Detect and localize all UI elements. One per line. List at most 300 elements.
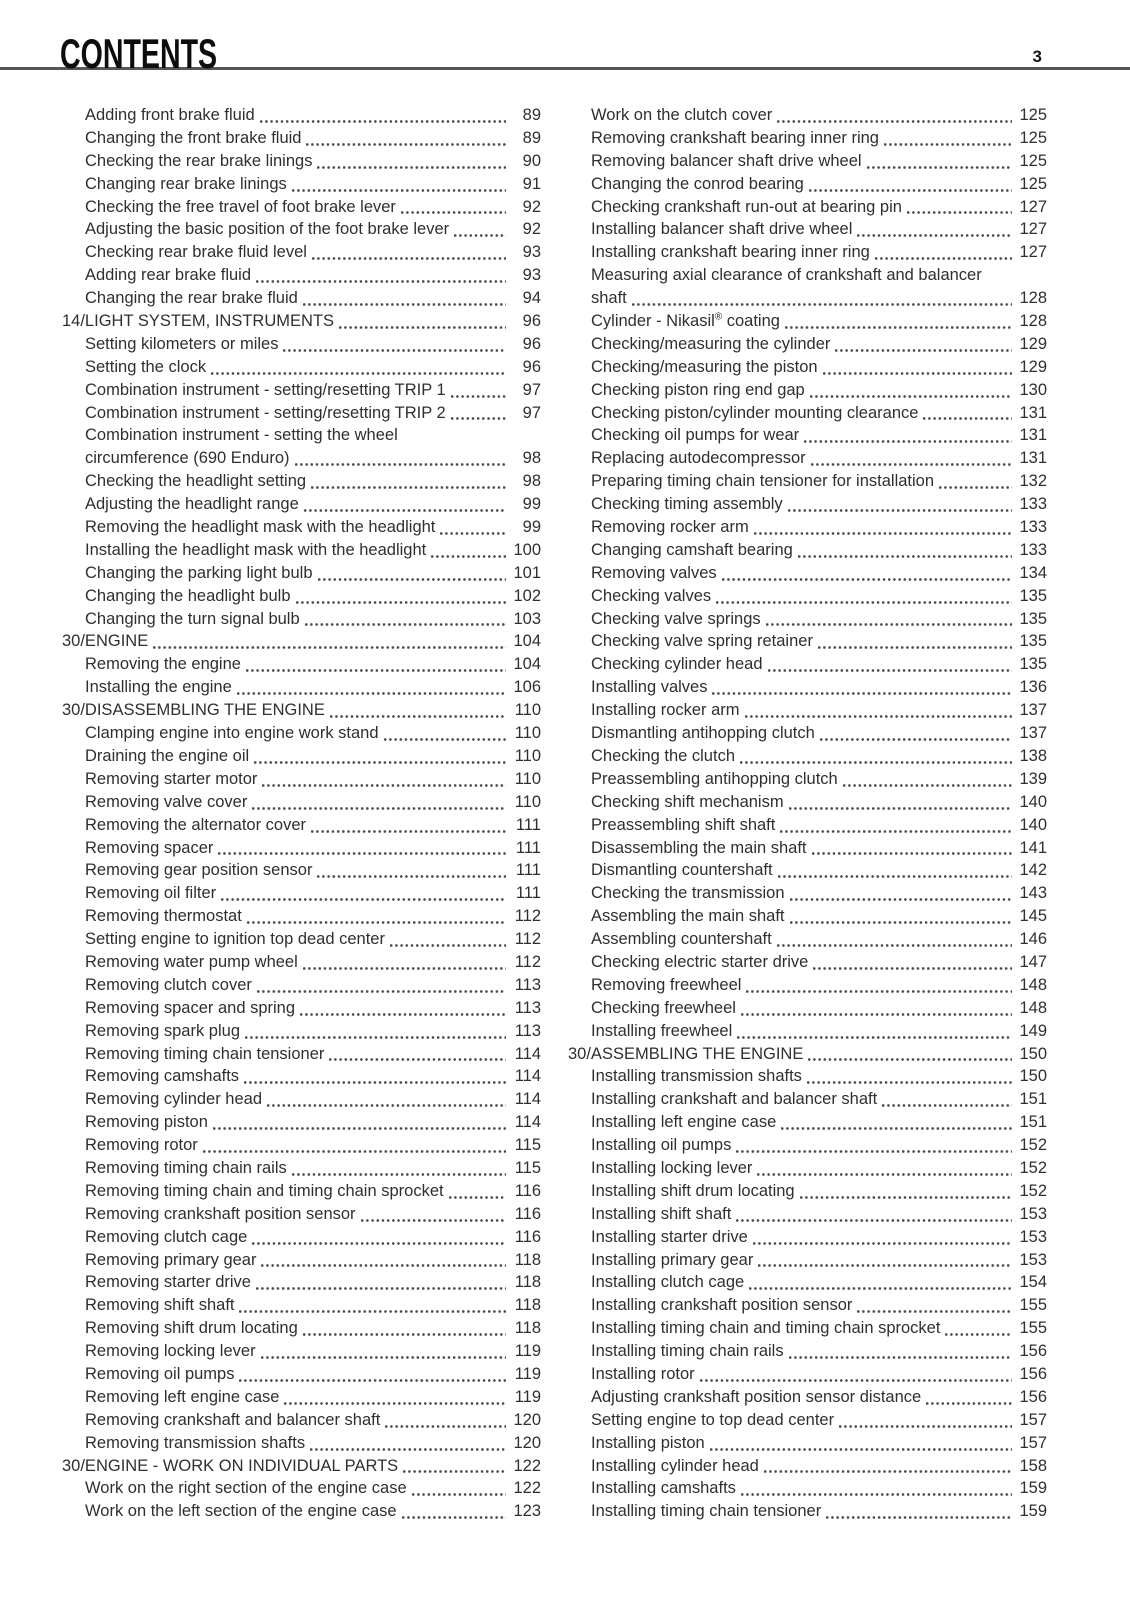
- toc-entry-title: Changing camshaft bearing: [591, 540, 793, 559]
- dot-leader: [777, 944, 1012, 947]
- dot-leader: [260, 120, 506, 123]
- dot-leader: [329, 1058, 506, 1061]
- dot-leader: [712, 692, 1012, 695]
- toc-entry: [568, 356, 1047, 379]
- toc-entry-page: 92: [522, 197, 541, 216]
- toc-entry-title: Removing starter drive: [85, 1273, 251, 1292]
- toc-entry: [568, 951, 1047, 974]
- toc-entry-page: 146: [1019, 930, 1047, 949]
- dot-leader: [809, 189, 1012, 192]
- toc-entry-title: Work on the clutch cover: [591, 106, 773, 124]
- dot-leader: [312, 257, 506, 260]
- toc-entry-page: 150: [1019, 1044, 1047, 1063]
- toc-entry-title: 30/ENGINE - WORK ON INDIVIDUAL PARTS: [62, 1456, 399, 1475]
- toc-entry-title: Adjusting the headlight range: [85, 495, 299, 514]
- toc-entry-page: 145: [1019, 907, 1047, 926]
- toc-entry-title: Removing clutch cover: [85, 975, 252, 994]
- toc-entry-page: 112: [514, 930, 541, 949]
- dot-leader: [311, 830, 506, 833]
- toc-entry-page: 115: [514, 1136, 541, 1155]
- toc-entry-page: 135: [1019, 609, 1047, 628]
- toc-entry: [568, 516, 1047, 539]
- toc-entry-page: 122: [513, 1456, 541, 1475]
- toc-entry: [62, 791, 541, 814]
- toc-entry-page: 101: [513, 563, 541, 582]
- dot-leader: [317, 166, 506, 169]
- toc-entry: [62, 1111, 541, 1134]
- dot-leader: [939, 486, 1012, 489]
- toc-entry: [568, 287, 1047, 310]
- toc-entry: [62, 287, 541, 310]
- toc-entry-page: 134: [1019, 563, 1047, 582]
- toc-entry-title: Installing rotor: [591, 1364, 695, 1383]
- toc-entry: [568, 1363, 1047, 1386]
- toc-entry: [568, 1065, 1047, 1088]
- toc-entry-title: Removing cylinder head: [85, 1090, 263, 1109]
- dot-leader: [384, 738, 506, 741]
- toc-entry: [568, 1386, 1047, 1409]
- toc-entry: [62, 333, 541, 356]
- toc-entry-title: Removing valve cover: [85, 792, 248, 811]
- toc-entry-title: Installing the headlight mask with the headlight: [85, 540, 427, 559]
- toc-entry-page: 106: [513, 678, 541, 697]
- toc-entry: [62, 1432, 541, 1455]
- toc-entry: [568, 630, 1047, 653]
- toc-entry-title: Setting the clock: [85, 357, 207, 376]
- toc-entry: [62, 905, 541, 928]
- toc-entry-title: Installing primary gear: [591, 1250, 754, 1269]
- toc-entry-title: Removing timing chain and timing chain sprocket: [85, 1181, 444, 1200]
- toc-entry-title: Replacing autodecompressor: [591, 449, 806, 468]
- dot-leader: [244, 1081, 506, 1084]
- toc-entry-page: 127: [1019, 243, 1047, 262]
- toc-entry: [62, 1157, 541, 1180]
- toc-entry-page: 127: [1019, 197, 1047, 216]
- dot-leader: [923, 417, 1012, 420]
- toc-entry: [568, 791, 1047, 814]
- toc-entry-page: 143: [1019, 884, 1047, 903]
- toc-entry: [62, 1180, 541, 1203]
- toc-entry-page: 110: [514, 746, 541, 765]
- toc-entry-title: Removing shift shaft: [85, 1296, 235, 1315]
- page-title: CONTENTS: [60, 29, 218, 77]
- toc-entry: [568, 241, 1047, 264]
- toc-entry: [62, 516, 541, 539]
- toc-entry-page: 114: [514, 1067, 541, 1086]
- toc-entry-page: 128: [1019, 289, 1047, 308]
- toc-entry-title: Setting kilometers or miles: [85, 334, 279, 353]
- dot-leader: [875, 257, 1012, 260]
- toc-entry-page: 110: [514, 701, 541, 720]
- toc-entry-title: Checking the headlight setting: [85, 472, 307, 491]
- toc-entry-title: Checking valve spring retainer: [591, 632, 813, 651]
- toc-entry: [568, 1432, 1047, 1455]
- toc-entry: [62, 676, 541, 699]
- toc-entry-page: 118: [514, 1319, 541, 1338]
- toc-entry-page: 150: [1019, 1067, 1047, 1086]
- toc-entry-title: Adjusting crankshaft position sensor distance: [591, 1387, 922, 1406]
- toc-entry-title: Removing timing chain tensioner: [85, 1044, 325, 1063]
- toc-entry-title: Changing the parking light bulb: [85, 563, 313, 582]
- dot-leader: [813, 967, 1012, 970]
- toc-entry-page: 140: [1019, 815, 1047, 834]
- toc-entry-title: Measuring axial clearance of crankshaft and balancer: [591, 266, 982, 285]
- dot-leader: [777, 120, 1012, 123]
- dot-leader: [252, 1242, 506, 1245]
- dot-leader: [339, 326, 506, 329]
- toc-entry-title: Removing crankshaft bearing inner ring: [591, 128, 879, 147]
- toc-entry-page: 159: [1019, 1502, 1047, 1521]
- toc-entry-page: 120: [513, 1410, 541, 1429]
- toc-entry-title: Installing starter drive: [591, 1227, 748, 1246]
- toc-entry-title: Dismantling countershaft: [591, 861, 773, 880]
- toc-entry: [62, 1249, 541, 1272]
- dot-leader: [245, 1036, 506, 1039]
- toc-entry-title: Setting engine to top dead center: [591, 1410, 835, 1429]
- dot-leader: [440, 532, 506, 535]
- toc-entry: [62, 859, 541, 882]
- dot-leader: [401, 211, 506, 214]
- toc-entry-title: Checking freewheel: [591, 998, 736, 1017]
- toc-entry: [568, 402, 1047, 425]
- toc-entry: [568, 333, 1047, 356]
- dot-leader: [303, 303, 506, 306]
- dot-leader: [807, 1081, 1012, 1084]
- toc-entry-page: 155: [1019, 1296, 1047, 1315]
- toc-entry-title: Dismantling antihopping clutch: [591, 724, 815, 743]
- toc-entry: [568, 974, 1047, 997]
- toc-entry-title: 14/LIGHT SYSTEM, INSTRUMENTS: [62, 312, 334, 331]
- toc-entry-page: 93: [522, 266, 541, 285]
- toc-entry-page: 110: [514, 769, 541, 788]
- toc-entry-title: Installing left engine case: [591, 1113, 777, 1132]
- toc-entry: [62, 379, 541, 402]
- toc-entry-title: Removing starter motor: [85, 769, 258, 788]
- dot-leader: [857, 1310, 1012, 1313]
- toc-entry-page: 156: [1019, 1342, 1047, 1361]
- toc-entry-title: Combination instrument - setting/resetting TRIP 2: [85, 403, 446, 422]
- toc-entry-title: Combination instrument - setting the wheel: [85, 426, 398, 445]
- dot-leader: [843, 784, 1012, 787]
- toc-entry: [568, 859, 1047, 882]
- toc-entry: [62, 1043, 541, 1066]
- dot-leader: [798, 555, 1012, 558]
- toc-entry-title: Installing crankshaft and balancer shaft: [591, 1090, 878, 1109]
- dot-leader: [741, 1013, 1012, 1016]
- toc-entry-page: 135: [1019, 655, 1047, 674]
- toc-entry-page: 139: [1019, 769, 1047, 788]
- dot-leader: [310, 1448, 506, 1451]
- toc-entry-title: Removing oil pumps: [85, 1364, 235, 1383]
- dot-leader: [746, 990, 1012, 993]
- toc-entry: [568, 539, 1047, 562]
- toc-entry-page: 97: [522, 403, 541, 422]
- toc-entry-page: 133: [1019, 518, 1047, 537]
- toc-entry-page: 98: [522, 449, 541, 468]
- dot-leader: [945, 1333, 1012, 1336]
- dot-leader: [267, 1104, 506, 1107]
- toc-entry: [568, 173, 1047, 196]
- dot-leader: [754, 532, 1012, 535]
- toc-entry-page: 132: [1019, 472, 1047, 491]
- toc-entry-page: 119: [514, 1387, 541, 1406]
- toc-entry: [62, 173, 541, 196]
- toc-entry: [568, 470, 1047, 493]
- dot-leader: [449, 1196, 506, 1199]
- toc-entry-page: 135: [1019, 586, 1047, 605]
- toc-entry-page: 104: [513, 655, 541, 674]
- toc-entry-page: 112: [514, 952, 541, 971]
- toc-entry-title: Removing spark plug: [85, 1021, 240, 1040]
- toc-entry-title: Installing rocker arm: [591, 701, 740, 720]
- toc-entry-page: 131: [1019, 403, 1047, 422]
- toc-entry-title: Combination instrument - setting/resetting TRIP 1: [85, 380, 446, 399]
- toc-entry-page: 118: [514, 1296, 541, 1315]
- toc-entry: [62, 150, 541, 173]
- dot-leader: [300, 1013, 506, 1016]
- toc-entry: [62, 1271, 541, 1294]
- toc-entry-title: Cylinder - Nikasil® coating: [591, 311, 780, 331]
- dot-leader: [153, 646, 506, 649]
- toc-entry: [62, 1226, 541, 1249]
- dot-leader: [218, 852, 506, 855]
- toc-entry-page: 98: [522, 472, 541, 491]
- toc-entry-page: 151: [1019, 1090, 1047, 1109]
- toc-entry-title: Installing oil pumps: [591, 1136, 732, 1155]
- toc-entry-title: Assembling the main shaft: [591, 907, 785, 926]
- dot-leader: [304, 509, 506, 512]
- toc-entry-page: 148: [1019, 998, 1047, 1017]
- dot-leader: [211, 372, 506, 375]
- toc-entry: [568, 104, 1047, 127]
- dot-leader: [789, 807, 1012, 810]
- toc-entry-page: 89: [522, 106, 541, 124]
- toc-entry: [62, 1065, 541, 1088]
- dot-leader: [766, 623, 1012, 626]
- toc-entry-title: Removing rocker arm: [591, 518, 749, 537]
- toc-entry-title: Changing the rear brake fluid: [85, 289, 298, 308]
- toc-entry: [568, 699, 1047, 722]
- toc-entry-page: 97: [522, 380, 541, 399]
- toc-entry-title: Removing timing chain rails: [85, 1158, 287, 1177]
- toc-entry-title: Installing camshafts: [591, 1479, 736, 1498]
- toc-entry-page: 116: [514, 1181, 541, 1200]
- dot-leader: [788, 509, 1012, 512]
- toc-entry: [568, 447, 1047, 470]
- toc-entry-page: 123: [513, 1502, 541, 1521]
- dot-leader: [254, 761, 506, 764]
- dot-leader: [820, 738, 1012, 741]
- dot-leader: [857, 234, 1012, 237]
- dot-leader: [768, 669, 1012, 672]
- toc-entry-title: Checking the rear brake linings: [85, 151, 313, 170]
- dot-leader: [907, 211, 1012, 214]
- dot-leader: [785, 326, 1012, 329]
- toc-entry: [62, 218, 541, 241]
- toc-entry-title: Checking/measuring the cylinder: [591, 334, 831, 353]
- toc-entry-title: Adding front brake fluid: [85, 106, 255, 124]
- toc-entry-title: 30/ENGINE: [62, 632, 149, 651]
- toc-entry-page: 96: [522, 357, 541, 376]
- toc-entry-page: 135: [1019, 632, 1047, 651]
- toc-entry: [62, 1340, 541, 1363]
- dot-leader: [758, 1264, 1012, 1267]
- toc-entry: [568, 1500, 1047, 1523]
- toc-entry: [62, 356, 541, 379]
- page-header: [0, 0, 1130, 77]
- toc-entry-page: 129: [1019, 357, 1047, 376]
- dot-leader: [239, 1379, 506, 1382]
- toc-entry: [62, 196, 541, 219]
- toc-entry: [62, 997, 541, 1020]
- dot-leader: [737, 1036, 1012, 1039]
- toc-entry-title: Checking oil pumps for wear: [591, 426, 800, 445]
- dot-leader: [753, 1242, 1012, 1245]
- toc-entry-title: Removing clutch cage: [85, 1227, 248, 1246]
- toc-entry-page: 93: [522, 243, 541, 262]
- toc-entry-page: 158: [1019, 1456, 1047, 1475]
- toc-entry: [62, 745, 541, 768]
- toc-entry-title: Checking piston ring end gap: [591, 380, 805, 399]
- dot-leader: [239, 1310, 506, 1313]
- toc-entry-page: 114: [514, 1090, 541, 1109]
- toc-entry-page: 152: [1019, 1181, 1047, 1200]
- toc-entry-page: 149: [1019, 1021, 1047, 1040]
- toc-entry-page: 94: [522, 289, 541, 308]
- dot-leader: [292, 189, 506, 192]
- dot-leader: [789, 1356, 1012, 1359]
- toc-entry-title: Adding rear brake fluid: [85, 266, 252, 285]
- toc-section-header: [62, 699, 541, 722]
- dot-leader: [431, 555, 506, 558]
- dot-leader: [361, 1219, 506, 1222]
- dot-leader: [296, 601, 506, 604]
- toc-entry-title: Installing crankshaft bearing inner ring: [591, 243, 870, 262]
- toc-entry-page: 138: [1019, 746, 1047, 765]
- toc-entry-title: Checking shift mechanism: [591, 792, 784, 811]
- toc-entry-title: Removing oil filter: [85, 884, 217, 903]
- dot-leader: [736, 1150, 1012, 1153]
- toc-entry: [62, 974, 541, 997]
- toc-entry: [568, 1157, 1047, 1180]
- toc-entry: [62, 127, 541, 150]
- toc-entry-title: 30/DISASSEMBLING THE ENGINE: [62, 701, 325, 720]
- toc-entry-page: 125: [1019, 106, 1047, 124]
- dot-leader: [261, 1356, 506, 1359]
- toc-entry-page: 116: [514, 1227, 541, 1246]
- toc-entry-title: Checking timing assembly: [591, 495, 783, 514]
- dot-leader: [867, 166, 1012, 169]
- toc-entry: [62, 1088, 541, 1111]
- toc-entry-page: 113: [514, 975, 541, 994]
- toc-entry-page: 111: [515, 884, 541, 903]
- toc-entry-page: 130: [1019, 380, 1047, 399]
- toc-entry: [568, 814, 1047, 837]
- toc-entry-title: Assembling countershaft: [591, 930, 772, 949]
- toc-entry-page: 125: [1019, 128, 1047, 147]
- toc-entry-title: Removing crankshaft and balancer shaft: [85, 1410, 381, 1429]
- toc-entry-page: 118: [514, 1273, 541, 1292]
- toc-entry-page: 96: [522, 334, 541, 353]
- toc-entry: [62, 493, 541, 516]
- toc-entry-page: 148: [1019, 975, 1047, 994]
- dot-leader: [306, 143, 506, 146]
- toc-entry-title: Installing timing chain rails: [591, 1342, 784, 1361]
- toc-entry: [568, 1294, 1047, 1317]
- toc-entry: [568, 196, 1047, 219]
- toc-entry: [62, 1020, 541, 1043]
- toc-entry-title: Changing the headlight bulb: [85, 586, 291, 605]
- dot-leader: [839, 1425, 1012, 1428]
- toc-entry: [568, 1477, 1047, 1500]
- dot-leader: [818, 646, 1012, 649]
- table-of-contents: [0, 70, 1130, 1523]
- toc-entry: [62, 1294, 541, 1317]
- dot-leader: [284, 1402, 506, 1405]
- toc-entry-page: 131: [1019, 449, 1047, 468]
- toc-entry: [568, 493, 1047, 516]
- toc-entry: [568, 585, 1047, 608]
- toc-entry: [568, 1226, 1047, 1249]
- toc-entry-page: 133: [1019, 495, 1047, 514]
- toc-entry-page: 103: [513, 609, 541, 628]
- toc-entry-title: Checking the clutch: [591, 746, 735, 765]
- toc-entry-title: Changing the turn signal bulb: [85, 609, 300, 628]
- toc-entry-page: 153: [1019, 1204, 1047, 1223]
- toc-entry-title: Removing thermostat: [85, 907, 242, 926]
- toc-entry-page: 113: [514, 998, 541, 1017]
- toc-entry: [62, 104, 541, 127]
- dot-leader: [252, 807, 506, 810]
- toc-entry: [568, 745, 1047, 768]
- toc-entry: [62, 424, 541, 447]
- dot-leader: [295, 463, 506, 466]
- toc-entry-title: Preparing timing chain tensioner for installation: [591, 472, 935, 491]
- toc-entry-title: Removing piston: [85, 1113, 208, 1132]
- dot-leader: [790, 898, 1012, 901]
- toc-entry: [62, 951, 541, 974]
- toc-entry-page: 120: [513, 1433, 541, 1452]
- toc-entry: [568, 1203, 1047, 1226]
- dot-leader: [317, 875, 506, 878]
- toc-entry: [568, 1020, 1047, 1043]
- toc-section-header: [568, 1043, 1047, 1066]
- dot-leader: [412, 1493, 506, 1496]
- toc-entry-title: Checking crankshaft run-out at bearing pin: [591, 197, 902, 216]
- dot-leader: [390, 944, 506, 947]
- dot-leader: [826, 1516, 1012, 1519]
- toc-entry: [568, 1455, 1047, 1478]
- dot-leader: [256, 1287, 506, 1290]
- dot-leader: [318, 578, 507, 581]
- toc-entry: [62, 928, 541, 951]
- toc-entry: [62, 402, 541, 425]
- toc-entry-title: Checking valves: [591, 586, 712, 605]
- toc-entry-page: 99: [522, 495, 541, 514]
- toc-entry-page: 90: [522, 151, 541, 170]
- toc-entry-title: Removing the engine: [85, 655, 241, 674]
- toc-entry: [568, 127, 1047, 150]
- toc-entry: [62, 1317, 541, 1340]
- toc-entry-title: Installing transmission shafts: [591, 1067, 802, 1086]
- toc-entry-title: Changing the conrod bearing: [591, 174, 804, 193]
- dot-leader: [835, 349, 1012, 352]
- dot-leader: [926, 1402, 1012, 1405]
- toc-entry-title: Removing crankshaft position sensor: [85, 1204, 356, 1223]
- dot-leader: [330, 715, 506, 718]
- toc-entry-title: Changing rear brake linings: [85, 174, 287, 193]
- toc-entry-title: Preassembling antihopping clutch: [591, 769, 838, 788]
